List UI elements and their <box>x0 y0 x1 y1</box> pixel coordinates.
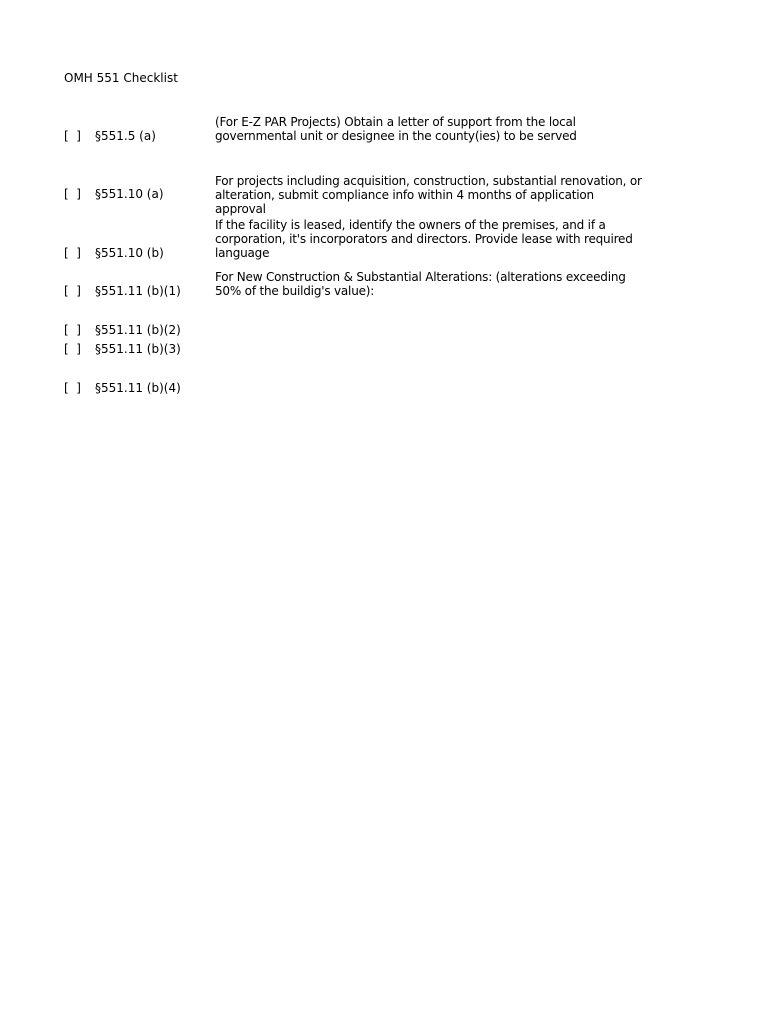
checkbox[interactable]: [ ] <box>64 187 81 201</box>
checkbox[interactable]: [ ] <box>64 323 81 337</box>
page-title: OMH 551 Checklist <box>64 71 178 85</box>
section-ref: §551.10 (a) <box>95 187 164 201</box>
requirement-text: For projects including acquisition, construction, substantial renovation, or alteration, submit compliance info within 4 months of application approval <box>215 174 642 216</box>
section-ref: §551.11 (b)(2) <box>95 323 181 337</box>
checkbox[interactable]: [ ] <box>64 284 81 298</box>
checkbox[interactable]: [ ] <box>64 342 81 356</box>
checkbox[interactable]: [ ] <box>64 381 81 395</box>
section-ref: §551.11 (b)(1) <box>95 284 181 298</box>
checkbox[interactable]: [ ] <box>64 246 81 260</box>
section-ref: §551.11 (b)(4) <box>95 381 181 395</box>
section-ref: §551.11 (b)(3) <box>95 342 181 356</box>
checkbox[interactable]: [ ] <box>64 129 81 143</box>
requirement-text: (For E-Z PAR Projects) Obtain a letter of support from the local governmental unit or designee in the county(ies) to be served <box>215 115 577 143</box>
section-ref: §551.5 (a) <box>95 129 156 143</box>
requirement-text: If the facility is leased, identify the owners of the premises, and if a corporation, it's incorporators and directors. Provide lease with required language <box>215 218 633 260</box>
section-ref: §551.10 (b) <box>95 246 164 260</box>
requirement-text: For New Construction & Substantial Alterations: (alterations exceeding 50% of the buildig's value): <box>215 270 626 298</box>
